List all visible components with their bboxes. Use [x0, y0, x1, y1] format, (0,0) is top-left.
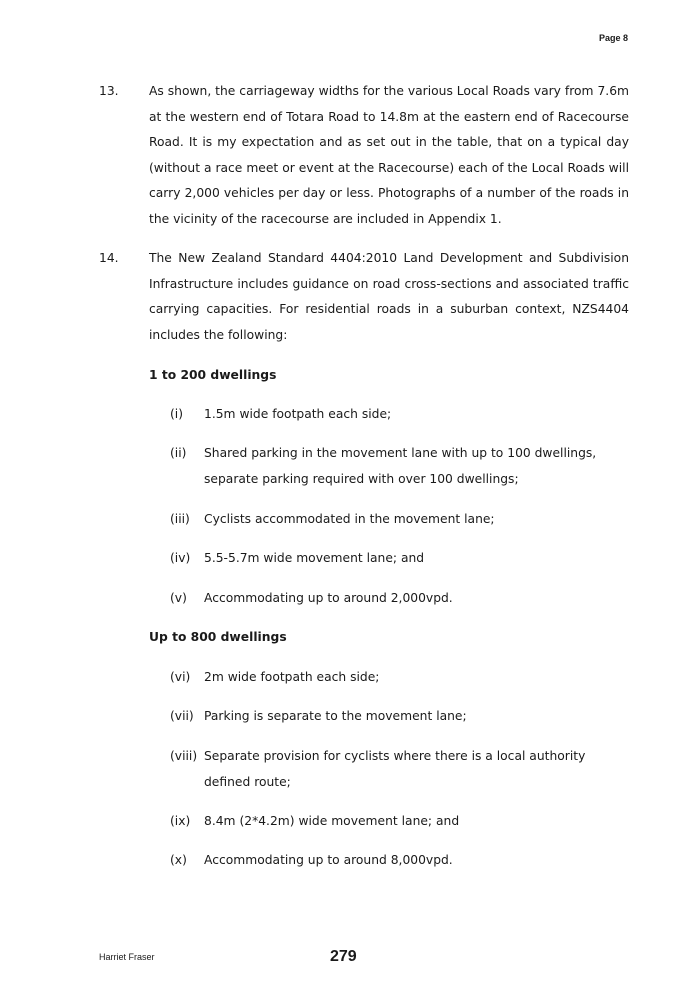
list-item: [170, 586, 630, 612]
list-item: [170, 546, 630, 572]
list-item-text: Accommodating up to around 8,000vpd.: [204, 853, 453, 867]
list-item: [170, 744, 630, 795]
list-item-numeral: (ix): [170, 814, 191, 828]
list-item: [170, 507, 630, 533]
paragraph-text: The New Zealand Standard 4404:2010 Land Development and Subdivision Infrastructure includes guidance on road cross-sections and associated traffic carrying capacities. For residential roads in a suburban context, NZS4404 includes the following:: [149, 251, 629, 342]
list-item-numeral: (iv): [170, 551, 191, 565]
page-label: Page 8: [598, 33, 628, 43]
list-item-text: 8.4m (2*4.2m) wide movement lane; and: [204, 814, 460, 828]
list-item-numeral: (viii): [170, 749, 198, 763]
list-item: [170, 402, 630, 428]
list-item-numeral: (ii): [170, 446, 187, 460]
footer-author: Harriet Fraser: [99, 952, 155, 962]
footer-page-number: 279: [330, 948, 357, 965]
paragraph-number: 13.: [99, 84, 119, 98]
paragraph-text: As shown, the carriageway widths for the various Local Roads vary from 7.6m at the western end of Totara Road to 14.8m at the eastern end of Racecourse Road. It is my expectation and as set out in the table, that on a typical day (without a race meet or event at the Racecourse) each of the Local Roads will carry 2,000 vehicles per day or less. Photographs of a number of the roads in the vicinity of the racecourse are included in Appendix 1.: [149, 84, 629, 226]
list-item: [170, 665, 630, 691]
list-item-numeral: (v): [170, 591, 187, 605]
list-item-numeral: (iii): [170, 512, 190, 526]
list-item-text: 1.5m wide footpath each side;: [204, 407, 392, 421]
list-item-text: Shared parking in the movement lane with up to 100 dwellings, separate parking required with over 100 dwellings;: [204, 446, 597, 486]
list-item-text: Parking is separate to the movement lane;: [204, 709, 467, 723]
list-item-text: Cyclists accommodated in the movement lane;: [204, 512, 495, 526]
list-item-text: 2m wide footpath each side;: [204, 670, 380, 684]
list-item-numeral: (vii): [170, 709, 194, 723]
list-item: [170, 809, 630, 835]
list-item-text: Accommodating up to around 2,000vpd.: [204, 591, 453, 605]
list-item-numeral: (vi): [170, 670, 191, 684]
section-heading-1-200: 1 to 200 dwellings: [149, 368, 277, 382]
list-item: [170, 441, 630, 492]
section-heading-800: Up to 800 dwellings: [149, 630, 287, 644]
paragraph-number: 14.: [99, 251, 119, 265]
list-item: [170, 848, 630, 874]
paragraph-13: [99, 79, 629, 232]
list-item-numeral: (i): [170, 407, 184, 421]
list-item-text: Separate provision for cyclists where there is a local authority defined route;: [204, 749, 586, 789]
list-item: [170, 704, 630, 730]
list-item-text: 5.5-5.7m wide movement lane; and: [204, 551, 425, 565]
list-item-numeral: (x): [170, 853, 187, 867]
paragraph-14: [99, 246, 629, 348]
